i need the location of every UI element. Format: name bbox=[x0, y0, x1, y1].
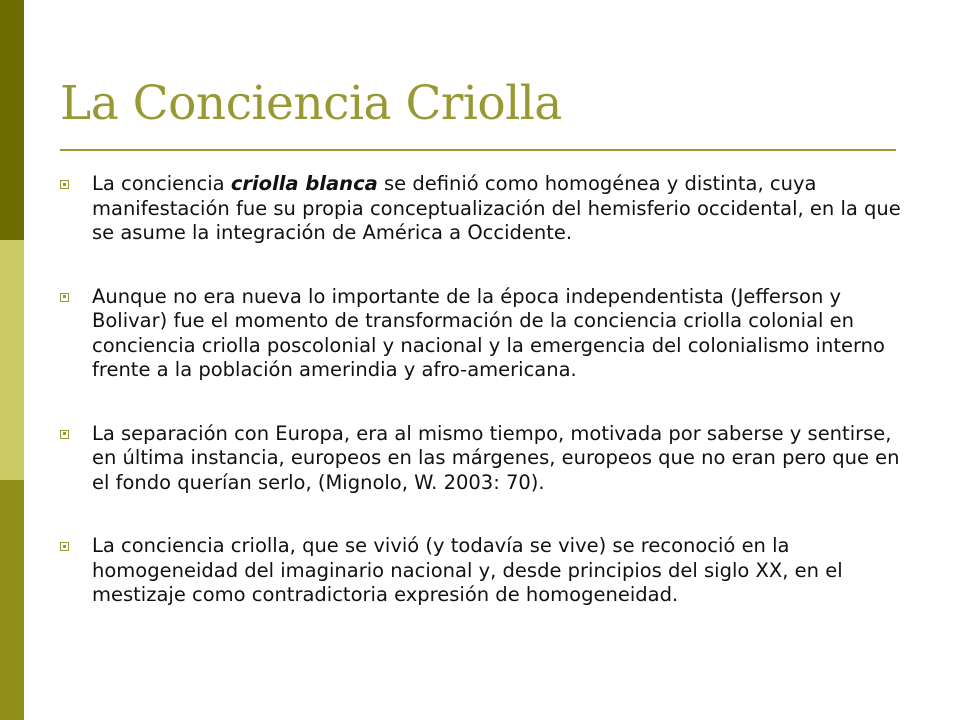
side-bar-mid bbox=[0, 480, 24, 720]
side-bar-dark bbox=[0, 0, 24, 240]
bullet-item bbox=[60, 172, 905, 246]
title-underline bbox=[60, 149, 896, 151]
square-bullet-icon bbox=[60, 542, 69, 551]
bullet-text: Aunque no era nueva lo importante de la época independentista (Jefferson y Bolivar) fue el momento de transformación de la conciencia criolla colonial en conciencia criolla poscolonial y nacional y la emergencia del colonialismo interno frente a la población amerindia y afro-americana. bbox=[92, 284, 885, 381]
bullet-list bbox=[60, 172, 905, 647]
bullet-text-emphasis: criolla blanca bbox=[230, 172, 378, 195]
square-bullet-icon bbox=[60, 293, 69, 302]
bullet-item bbox=[60, 285, 905, 383]
bullet-text-prefix: La conciencia bbox=[92, 172, 231, 195]
bullet-text: La separación con Europa, era al mismo tiempo, motivada por saberse y sentirse, en última instancia, europeos en las márgenes, europeos que no eran pero que en el fondo querían serlo, (Mignolo, W. 2003: 70). bbox=[92, 421, 900, 494]
bullet-item bbox=[60, 534, 905, 608]
side-bar-light bbox=[0, 240, 24, 480]
bullet-text: La conciencia criolla, que se vivió (y todavía se vive) se reconoció en la homogeneidad del imaginario nacional y, desde principios del siglo XX, en el mestizaje como contradictoria expresión de homogeneidad. bbox=[92, 534, 843, 606]
slide-title: La Conciencia Criolla bbox=[60, 76, 562, 131]
square-bullet-icon bbox=[60, 180, 69, 189]
bullet-text-suffix: se definió como homogénea y distinta, cuya manifestación fue su propia conceptualización del hemisferio occidental, en la que se asume la integración de América a Occidente. bbox=[92, 172, 901, 244]
square-bullet-icon bbox=[60, 430, 69, 439]
bullet-item bbox=[60, 422, 905, 496]
